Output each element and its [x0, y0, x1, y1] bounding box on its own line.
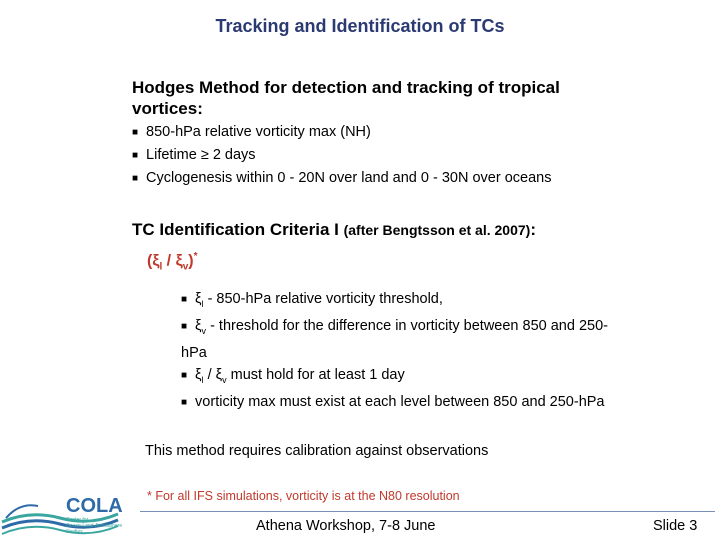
hodges-bullet: ■ 850-hPa relative vorticity max (NH) — [132, 124, 371, 140]
cola-logo — [0, 492, 135, 540]
logo-name: COLA — [66, 495, 123, 517]
hodges-bullet: ■ Cyclogenesis within 0 - 20N over land and 0 - 30N over oceans — [132, 170, 552, 186]
slide-number: Slide 3 — [653, 518, 698, 534]
bullet-square-icon: ■ — [181, 369, 188, 381]
footnote: * For all IFS simulations, vorticity is at the N80 resolution — [147, 489, 460, 503]
criteria-formula: $(\xi_l / \xi_v)^*$ — [147, 251, 198, 273]
bullet-square-icon: ■ — [181, 294, 188, 305]
bullet-square-icon: ■ — [132, 173, 139, 184]
criteria-bullet: ■ $\xi_l - 850-hPa$ relative vorticity threshold, — [181, 291, 443, 309]
cola-logo-graphic — [0, 492, 135, 540]
logo-subtitle-2: Ocean-Land-Atmosphere — [66, 523, 123, 529]
criteria-citation: (after Bengtsson et al. 2007) — [343, 222, 531, 238]
bullet-square-icon: ■ — [132, 127, 139, 138]
hodges-bullet-list — [132, 121, 572, 190]
criteria-bullet: ■ $\xi_v$ - threshold for the difference in vorticity between 850 and 250-hPa — [181, 317, 608, 361]
slide-title: Tracking and Identification of TCs — [215, 16, 505, 36]
criteria-bullet-list — [181, 288, 631, 414]
calibration-note: This method requires calibration against observations — [145, 443, 489, 459]
criteria-heading: TC Identification Criteria I (after Bengtsson et al. 2007): — [132, 220, 536, 239]
bullet-square-icon: ■ — [132, 150, 139, 161]
hodges-heading: Hodges Method for detection and tracking of tropical vortices: — [132, 78, 560, 118]
logo-subtitle-3: Studies — [66, 529, 83, 535]
bullet-square-icon: ■ — [181, 320, 188, 332]
hodges-bullet: ■ Lifetime ≥ 2 days — [132, 147, 256, 163]
footer-divider — [140, 511, 715, 512]
criteria-bullet: ■ $\xi_l / \xi_v$ must hold for at least 1 day — [181, 366, 405, 385]
footer-workshop: Athena Workshop, 7-8 June — [256, 518, 436, 534]
logo-subtitle-1: Center for — [66, 517, 89, 523]
bullet-square-icon: ■ — [181, 396, 188, 408]
criteria-bullet: ■ vorticity max must exist at each level between 850 and 250-hPa — [181, 393, 605, 410]
